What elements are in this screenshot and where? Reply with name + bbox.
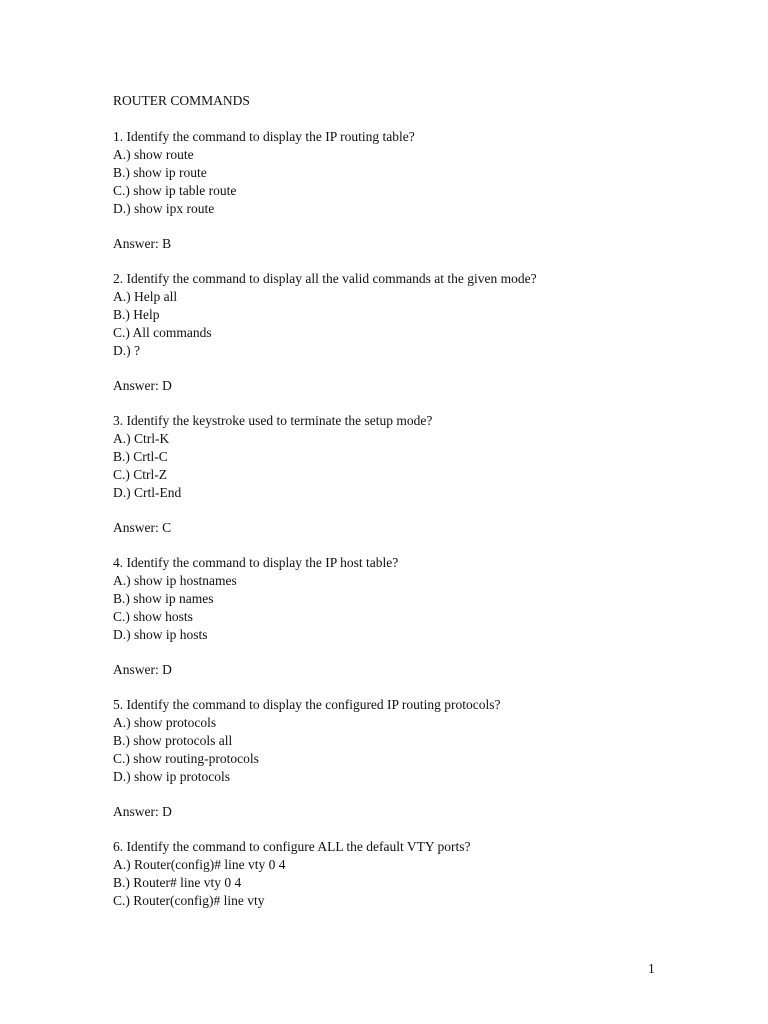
answer-option: A.) Router(config)# line vty 0 4	[113, 857, 286, 872]
answer-option: D.) show ip hosts	[113, 627, 208, 642]
answer-key: Answer: D	[113, 662, 172, 677]
question-text: 1. Identify the command to display the IP routing table?	[113, 129, 415, 144]
answer-option: B.) show ip names	[113, 591, 214, 606]
question-block-2	[113, 270, 673, 395]
document-title: ROUTER COMMANDS	[113, 93, 250, 108]
answer-option: C.) show routing-protocols	[113, 751, 259, 766]
answer-option: C.) Router(config)# line vty	[113, 893, 265, 908]
question-block-1	[113, 128, 673, 253]
question-text: 5. Identify the command to display the configured IP routing protocols?	[113, 697, 501, 712]
answer-option: B.) Help	[113, 307, 160, 322]
answer-option: A.) show ip hostnames	[113, 573, 237, 588]
answer-option: C.) All commands	[113, 325, 212, 340]
answer-option: B.) Crtl-C	[113, 449, 168, 464]
answer-option: B.) show protocols all	[113, 733, 233, 748]
answer-key: Answer: D	[113, 804, 172, 819]
document-content	[113, 92, 673, 927]
answer-option: A.) show route	[113, 147, 194, 162]
question-text: 4. Identify the command to display the IP host table?	[113, 555, 399, 570]
answer-option: C.) show ip table route	[113, 183, 237, 198]
answer-option: D.) ?	[113, 343, 140, 358]
answer-option: D.) show ip protocols	[113, 769, 230, 784]
question-block-5	[113, 696, 673, 821]
answer-option: D.) show ipx route	[113, 201, 215, 216]
answer-option: B.) Router# line vty 0 4	[113, 875, 242, 890]
answer-option: C.) Ctrl-Z	[113, 467, 167, 482]
question-block-6	[113, 838, 673, 910]
question-block-4	[113, 554, 673, 679]
question-text: 2. Identify the command to display all the valid commands at the given mode?	[113, 271, 537, 286]
question-text: 6. Identify the command to configure ALL the default VTY ports?	[113, 839, 471, 854]
question-text: 3. Identify the keystroke used to terminate the setup mode?	[113, 413, 433, 428]
answer-key: Answer: B	[113, 236, 172, 251]
page-number: 1	[648, 961, 655, 976]
answer-option: B.) show ip route	[113, 165, 207, 180]
answer-option: A.) Help all	[113, 289, 178, 304]
answer-option: D.) Crtl-End	[113, 485, 182, 500]
answer-option: C.) show hosts	[113, 609, 193, 624]
answer-option: A.) Ctrl-K	[113, 431, 170, 446]
answer-key: Answer: C	[113, 520, 172, 535]
question-block-3	[113, 412, 673, 537]
answer-option: A.) show protocols	[113, 715, 217, 730]
answer-key: Answer: D	[113, 378, 172, 393]
